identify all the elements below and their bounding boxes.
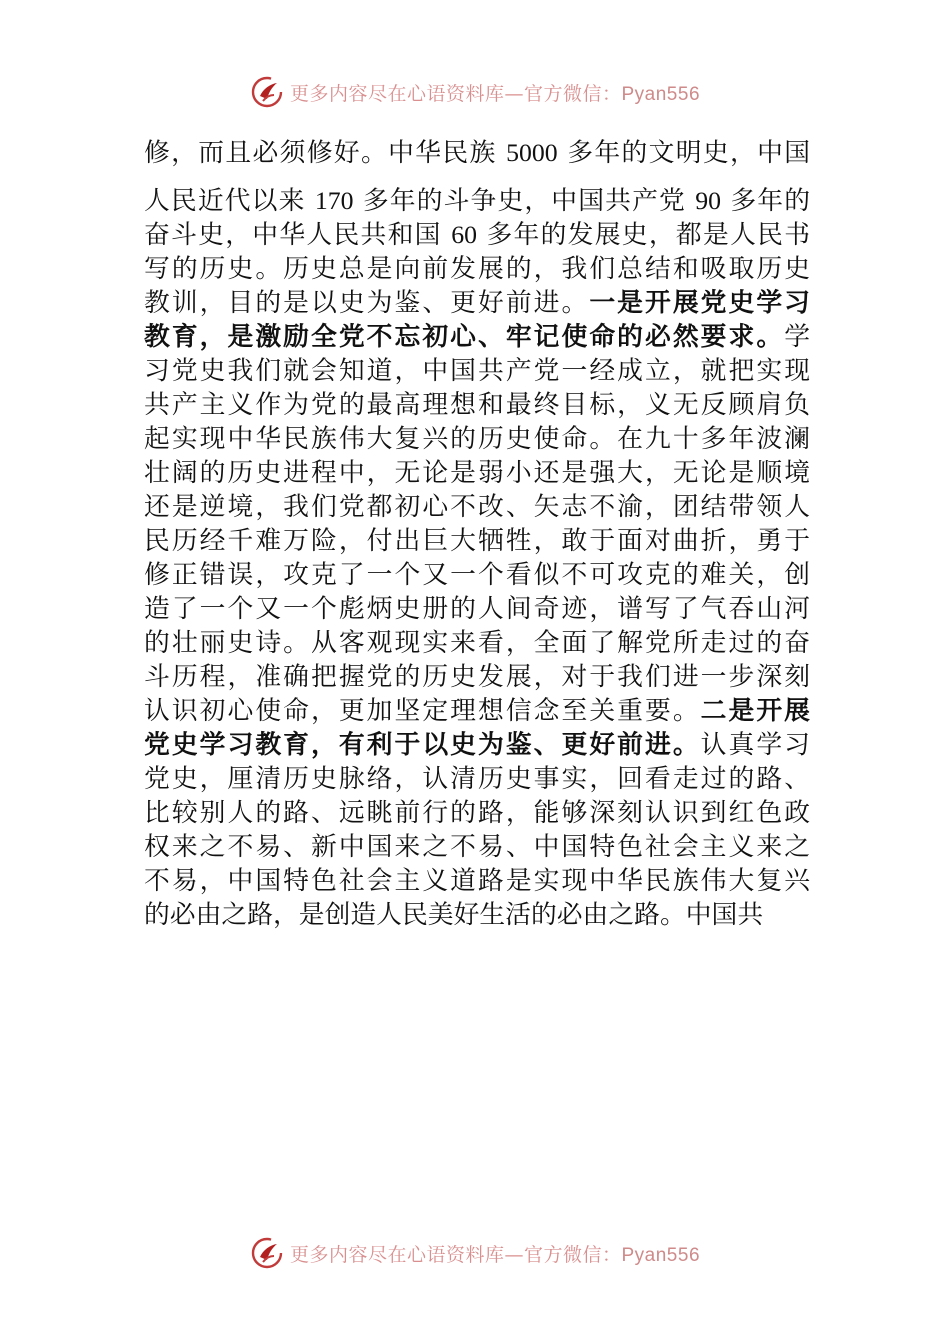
text-segment: 认识初心使命，更加坚定理想信念至关重要。: [144, 696, 701, 726]
text-segment: 认真学习: [700, 730, 810, 760]
text-segment: 写的历史。历史总是向前发展的，我们总结和吸取历史: [144, 254, 810, 284]
watermark-text: [290, 1240, 700, 1267]
text-segment: 学: [784, 322, 810, 352]
text-segment: 多年的斗争史，中国共产党: [353, 186, 696, 216]
body-line: [144, 456, 810, 490]
text-segment: 170: [314, 186, 354, 215]
body-line: [144, 184, 810, 218]
text-segment: 多年的文明史，中国: [557, 138, 810, 168]
text-segment: 5000: [506, 138, 558, 167]
body-line: [144, 694, 810, 728]
text-segment: 人民近代以来: [144, 186, 315, 216]
body-line: [144, 136, 810, 184]
text-segment: 修正错误，攻克了一个又一个看似不可攻克的难关，创: [144, 560, 810, 590]
brand-logo-icon: [250, 75, 284, 109]
body-line: [144, 286, 810, 320]
body-line: [144, 218, 810, 252]
body-line: [144, 660, 810, 694]
text-segment: 教训，目的是以史为鉴、更好前进。: [144, 288, 590, 318]
body-line: [144, 830, 810, 864]
text-segment: 多年的发展史，都是人民书: [477, 220, 810, 250]
watermark-label: 更多内容尽在心语资料库—官方微信：: [289, 1243, 622, 1266]
text-segment: 还是逆境，我们党都初心不改、矢志不渝，团结带领人: [144, 492, 810, 522]
text-segment: 不易，中国特色社会主义道路是实现中华民族伟大复兴: [144, 866, 810, 896]
body-line: [144, 388, 810, 422]
body-line: [144, 558, 810, 592]
text-segment: 比较别人的路、远眺前行的路，能够深刻认识到红色政: [144, 798, 810, 828]
text-segment: 的壮丽史诗。从客观现实来看，全面了解党所走过的奋: [144, 628, 810, 658]
watermark-text: [290, 79, 700, 106]
watermark-label: 更多内容尽在心语资料库—官方微信：: [289, 82, 622, 105]
body-line: [144, 898, 810, 932]
text-segment: 习党史我们就会知道，中国共产党一经成立，就把实现: [144, 356, 810, 386]
body-line: [144, 762, 810, 796]
header-watermark: [0, 72, 950, 112]
body-line: [144, 422, 810, 456]
body-line: [144, 864, 810, 898]
body-line: [144, 490, 810, 524]
text-segment: 斗历程，准确把握党的历史发展，对于我们进一步深刻: [144, 662, 810, 692]
text-segment: 起实现中华民族伟大复兴的历史使命。在九十多年波澜: [144, 424, 810, 454]
text-segment: 修，而且必须修好。中华民族: [144, 138, 507, 168]
body-line: [144, 524, 810, 558]
body-line: [144, 252, 810, 286]
body-line: [144, 626, 810, 660]
text-segment: 壮阔的历史进程中，无论是弱小还是强大，无论是顺境: [144, 458, 810, 488]
text-segment: 90: [695, 186, 722, 215]
footer-watermark: [0, 1233, 950, 1273]
text-segment: 的必由之路，是创造人民美好生活的必由之路。中国共: [144, 900, 764, 930]
body-line: [144, 320, 810, 354]
body-line: [144, 796, 810, 830]
bold-text-segment: 教育，是激励全党不忘初心、牢记使命的必然要求。: [144, 322, 785, 352]
watermark-group: [250, 1236, 700, 1270]
bold-text-segment: 党史学习教育，有利于以史为鉴、更好前进。: [144, 730, 701, 760]
text-segment: 共产主义作为党的最高理想和最终目标，义无反顾肩负: [144, 390, 810, 420]
text-segment: 造了一个又一个彪炳史册的人间奇迹，谱写了气吞山河: [144, 594, 810, 624]
document-body: [144, 136, 810, 932]
body-line: [144, 354, 810, 388]
text-segment: 多年的: [721, 186, 810, 216]
watermark-wechat-id: Pyan556: [621, 1244, 701, 1266]
text-segment: 民历经千难万险，付出巨大牺牲，敢于面对曲折，勇于: [144, 526, 810, 556]
text-segment: 党史，厘清历史脉络，认清历史事实，回看走过的路、: [144, 764, 810, 794]
text-segment: 奋斗史，中华人民共和国: [144, 220, 452, 250]
body-line: [144, 592, 810, 626]
body-line: [144, 728, 810, 762]
watermark-wechat-id: Pyan556: [621, 83, 701, 105]
brand-logo-icon: [250, 1236, 284, 1270]
bold-text-segment: 一是开展党史学习: [589, 288, 810, 318]
bold-text-segment: 二是开展: [700, 696, 810, 726]
text-segment: 60: [451, 220, 477, 249]
watermark-group: [250, 75, 700, 109]
text-segment: 权来之不易、新中国来之不易、中国特色社会主义来之: [144, 832, 810, 862]
